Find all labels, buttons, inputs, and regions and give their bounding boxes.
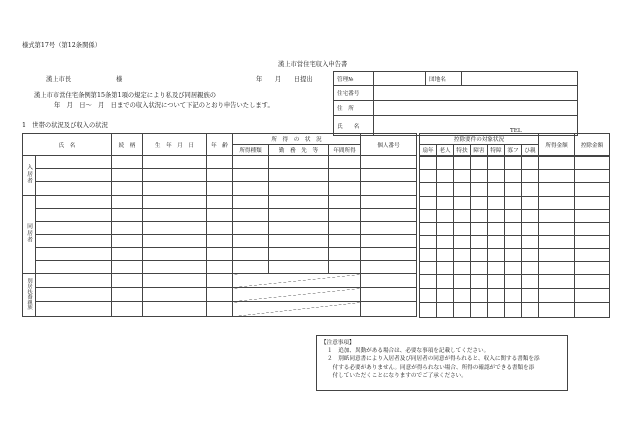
cell[interactable] xyxy=(488,183,505,197)
cell[interactable] xyxy=(522,249,539,262)
cell[interactable] xyxy=(329,261,361,274)
group-cohabitant xyxy=(23,196,36,274)
cell[interactable] xyxy=(471,289,488,303)
cell[interactable] xyxy=(361,182,417,196)
cell[interactable] xyxy=(454,275,471,289)
cell[interactable] xyxy=(329,209,361,222)
cell[interactable] xyxy=(207,209,233,222)
cell[interactable] xyxy=(437,236,454,249)
cell[interactable] xyxy=(454,223,471,236)
cell[interactable] xyxy=(112,235,143,248)
cell[interactable] xyxy=(233,169,269,182)
mgmt-no-field[interactable] xyxy=(374,72,426,86)
cell[interactable] xyxy=(420,157,437,170)
cell[interactable] xyxy=(269,209,329,222)
cell[interactable] xyxy=(361,302,417,317)
cell[interactable] xyxy=(505,170,522,183)
cell[interactable] xyxy=(112,302,143,317)
cell[interactable] xyxy=(143,196,207,209)
cell[interactable] xyxy=(539,289,575,303)
address-label: 住 所 xyxy=(334,101,374,116)
col-relation: 続 柄 xyxy=(112,134,143,156)
cell[interactable] xyxy=(522,262,539,275)
cell[interactable] xyxy=(361,209,417,222)
cell[interactable] xyxy=(143,235,207,248)
cell[interactable] xyxy=(488,157,505,170)
cell[interactable] xyxy=(112,261,143,274)
applicant-info-table xyxy=(333,71,578,136)
cell[interactable] xyxy=(112,288,143,302)
submission-date: 年 月 日提出 xyxy=(256,76,313,83)
cell[interactable] xyxy=(361,288,417,302)
cell[interactable] xyxy=(420,275,437,289)
cell[interactable] xyxy=(112,274,143,288)
cell[interactable] xyxy=(471,197,488,210)
col-personal-no: 個人番号 xyxy=(361,134,417,156)
deduction-col: 扇年 xyxy=(420,145,437,156)
struck-income-cell xyxy=(233,288,361,302)
cell[interactable] xyxy=(36,288,112,302)
cell[interactable] xyxy=(471,183,488,197)
cell[interactable] xyxy=(112,182,143,196)
document-title: 漢上市営住宅収入申告書 xyxy=(278,61,348,68)
cell[interactable] xyxy=(539,157,575,170)
cell[interactable] xyxy=(505,157,522,170)
group-separate xyxy=(23,274,36,317)
cell[interactable] xyxy=(454,236,471,249)
cell[interactable] xyxy=(488,170,505,183)
cell[interactable] xyxy=(36,261,112,274)
cell[interactable] xyxy=(143,156,207,169)
cell[interactable] xyxy=(471,223,488,236)
cell[interactable] xyxy=(454,183,471,197)
cell[interactable] xyxy=(143,222,207,235)
cell[interactable] xyxy=(505,289,522,303)
cell[interactable] xyxy=(575,289,610,303)
cell[interactable] xyxy=(112,209,143,222)
cell[interactable] xyxy=(575,157,610,170)
cell[interactable] xyxy=(420,262,437,275)
cell[interactable] xyxy=(233,261,269,274)
col-birth: 生 年 月 日 xyxy=(143,134,207,156)
cell[interactable] xyxy=(505,236,522,249)
cell[interactable] xyxy=(488,275,505,289)
complex-label: 団地名 xyxy=(426,72,462,86)
deduction-col: 寡フ xyxy=(505,145,522,156)
deduction-col: 特扶 xyxy=(454,145,471,156)
cell[interactable] xyxy=(420,289,437,303)
cell[interactable] xyxy=(471,236,488,249)
cell[interactable] xyxy=(361,222,417,235)
cell[interactable] xyxy=(269,222,329,235)
struck-income-cell xyxy=(233,274,361,288)
deduction-col: 特障 xyxy=(488,145,505,156)
deduction-col: ひ親 xyxy=(522,145,539,156)
cell[interactable] xyxy=(36,302,112,317)
cell[interactable] xyxy=(505,249,522,262)
cell[interactable] xyxy=(420,249,437,262)
deduction-grid xyxy=(419,156,610,318)
cell[interactable] xyxy=(112,222,143,235)
struck-income-cell xyxy=(233,302,361,317)
cell[interactable] xyxy=(575,170,610,183)
cell[interactable] xyxy=(36,156,112,169)
addressee: 漢上市長 xyxy=(46,76,72,83)
cell[interactable] xyxy=(437,289,454,303)
cell[interactable] xyxy=(233,196,269,209)
deduction-col: 老人 xyxy=(437,145,454,156)
cell[interactable] xyxy=(361,169,417,182)
cell[interactable] xyxy=(505,223,522,236)
cell[interactable] xyxy=(539,236,575,249)
cell[interactable] xyxy=(143,169,207,182)
cell[interactable] xyxy=(539,262,575,275)
group-tenant xyxy=(23,156,36,196)
cell[interactable] xyxy=(207,235,233,248)
cell[interactable] xyxy=(143,274,207,288)
cell[interactable] xyxy=(505,183,522,197)
cell[interactable] xyxy=(143,248,207,261)
cell[interactable] xyxy=(454,197,471,210)
cell[interactable] xyxy=(420,170,437,183)
cell[interactable] xyxy=(539,275,575,289)
cell[interactable] xyxy=(420,183,437,197)
cell[interactable] xyxy=(488,303,505,318)
cell[interactable] xyxy=(488,249,505,262)
cell[interactable] xyxy=(437,210,454,223)
cell[interactable] xyxy=(207,248,233,261)
cell[interactable] xyxy=(420,210,437,223)
cell[interactable] xyxy=(488,210,505,223)
cell[interactable] xyxy=(454,157,471,170)
cell[interactable] xyxy=(539,183,575,197)
notes-line: １ 追加、異動がある場合は、必要な事項を記載してください。 xyxy=(327,348,490,355)
cell[interactable] xyxy=(437,223,454,236)
cell[interactable] xyxy=(361,248,417,261)
cell[interactable] xyxy=(522,157,539,170)
cell[interactable] xyxy=(269,196,329,209)
cell[interactable] xyxy=(329,222,361,235)
cell[interactable] xyxy=(575,183,610,197)
cell[interactable] xyxy=(36,235,112,248)
cell[interactable] xyxy=(269,156,329,169)
cell[interactable] xyxy=(329,156,361,169)
deduction-header: 控除要件の対象状況 xyxy=(420,134,539,145)
cell[interactable] xyxy=(437,303,454,318)
cell[interactable] xyxy=(522,223,539,236)
cell[interactable] xyxy=(471,303,488,318)
col-income-status: 所 得 の 状 況 xyxy=(233,134,361,145)
cell[interactable] xyxy=(522,210,539,223)
cell[interactable] xyxy=(36,196,112,209)
cell[interactable] xyxy=(539,210,575,223)
cell[interactable] xyxy=(454,303,471,318)
cell[interactable] xyxy=(522,170,539,183)
cell[interactable] xyxy=(575,303,610,318)
col-annual-income: 年間所得 xyxy=(329,145,361,156)
col-income-amount: 所得金額 xyxy=(539,134,575,156)
cell[interactable] xyxy=(471,157,488,170)
cell[interactable] xyxy=(488,289,505,303)
notes-box xyxy=(316,335,568,391)
cell[interactable] xyxy=(361,156,417,169)
cell[interactable] xyxy=(269,261,329,274)
house-no-label: 住宅番号 xyxy=(334,86,374,101)
cell[interactable] xyxy=(522,197,539,210)
cell[interactable] xyxy=(207,222,233,235)
cell[interactable] xyxy=(488,197,505,210)
cell[interactable] xyxy=(112,196,143,209)
cell[interactable] xyxy=(36,248,112,261)
cell[interactable] xyxy=(488,236,505,249)
notes-heading: 【注意事項】 xyxy=(321,340,355,346)
cell[interactable] xyxy=(471,210,488,223)
cell[interactable] xyxy=(207,182,233,196)
cell[interactable] xyxy=(361,274,417,288)
cell[interactable] xyxy=(112,169,143,182)
cell[interactable] xyxy=(233,209,269,222)
cell[interactable] xyxy=(207,302,233,317)
tel-label: TEL xyxy=(510,128,522,134)
cell[interactable] xyxy=(539,197,575,210)
cell[interactable] xyxy=(575,223,610,236)
cell[interactable] xyxy=(361,261,417,274)
cell[interactable] xyxy=(233,222,269,235)
household-table xyxy=(22,133,417,317)
cell[interactable] xyxy=(269,182,329,196)
cell[interactable] xyxy=(143,302,207,317)
complex-field[interactable] xyxy=(462,72,578,86)
cell[interactable] xyxy=(505,275,522,289)
cell[interactable] xyxy=(329,235,361,248)
cell[interactable] xyxy=(420,236,437,249)
col-deduction-amount: 控除金額 xyxy=(575,134,610,156)
cell[interactable] xyxy=(36,209,112,222)
cell[interactable] xyxy=(575,249,610,262)
cell[interactable] xyxy=(522,275,539,289)
cell[interactable] xyxy=(454,289,471,303)
cell[interactable] xyxy=(143,288,207,302)
cell[interactable] xyxy=(522,289,539,303)
cell[interactable] xyxy=(112,156,143,169)
cell[interactable] xyxy=(471,275,488,289)
cell[interactable] xyxy=(454,249,471,262)
deduction-body xyxy=(419,156,610,324)
cell[interactable] xyxy=(505,262,522,275)
cell[interactable] xyxy=(437,262,454,275)
cell[interactable] xyxy=(329,196,361,209)
cell[interactable] xyxy=(488,223,505,236)
cell[interactable] xyxy=(207,288,233,302)
cell[interactable] xyxy=(522,236,539,249)
cell[interactable] xyxy=(437,197,454,210)
cell[interactable] xyxy=(143,182,207,196)
cell[interactable] xyxy=(36,169,112,182)
col-name: 氏 名 xyxy=(23,134,112,156)
cell[interactable] xyxy=(437,170,454,183)
cell[interactable] xyxy=(437,183,454,197)
notes-line: 付していただくことになりますのでご了承ください。 xyxy=(327,372,467,379)
cell[interactable] xyxy=(505,303,522,318)
cell[interactable] xyxy=(420,303,437,318)
cell[interactable] xyxy=(575,275,610,289)
cell[interactable] xyxy=(454,170,471,183)
cell[interactable] xyxy=(575,236,610,249)
cell[interactable] xyxy=(207,169,233,182)
cell[interactable] xyxy=(471,249,488,262)
cell[interactable] xyxy=(36,182,112,196)
cell[interactable] xyxy=(522,183,539,197)
cell[interactable] xyxy=(505,210,522,223)
cell[interactable] xyxy=(269,235,329,248)
cell[interactable] xyxy=(233,156,269,169)
notes-line: ２ 別紙同意書により入居者及び同居者の同意が得られると、収入に関する書類を添 xyxy=(327,356,540,363)
cell[interactable] xyxy=(143,209,207,222)
cell[interactable] xyxy=(471,170,488,183)
house-no-field[interactable] xyxy=(374,86,578,101)
cell[interactable] xyxy=(539,303,575,318)
cell[interactable] xyxy=(539,170,575,183)
cell[interactable] xyxy=(505,197,522,210)
notes-line: 付する必要がありません。同意が得られない場合、所得の確認ができる書類を添 xyxy=(327,364,535,371)
cell[interactable] xyxy=(420,223,437,236)
form-number: 様式第17号（第12条関係） xyxy=(22,42,101,49)
cell[interactable] xyxy=(437,275,454,289)
cell[interactable] xyxy=(361,235,417,248)
honorific: 様 xyxy=(116,76,123,83)
cell[interactable] xyxy=(471,262,488,275)
group-cohabitant-label: 同居者 xyxy=(25,223,32,244)
cell[interactable] xyxy=(207,274,233,288)
cell[interactable] xyxy=(143,261,207,274)
cell[interactable] xyxy=(112,248,143,261)
cell[interactable] xyxy=(36,222,112,235)
col-age: 年 齢 xyxy=(207,134,233,156)
mgmt-no-label: 管理№ xyxy=(334,72,374,86)
cell[interactable] xyxy=(454,210,471,223)
cell[interactable] xyxy=(539,249,575,262)
deduction-table xyxy=(419,133,610,156)
cell[interactable] xyxy=(454,262,471,275)
cell[interactable] xyxy=(269,169,329,182)
cell[interactable] xyxy=(575,197,610,210)
cell[interactable] xyxy=(233,235,269,248)
cell[interactable] xyxy=(233,182,269,196)
name-label: 氏 名 xyxy=(334,116,374,136)
cell[interactable] xyxy=(437,249,454,262)
cell[interactable] xyxy=(207,261,233,274)
cell[interactable] xyxy=(269,248,329,261)
cell[interactable] xyxy=(575,210,610,223)
cell[interactable] xyxy=(420,197,437,210)
cell[interactable] xyxy=(233,248,269,261)
cell[interactable] xyxy=(488,262,505,275)
cell[interactable] xyxy=(329,169,361,182)
cell[interactable] xyxy=(207,156,233,169)
section-heading: 1 世帯の状況及び収入の状況 xyxy=(22,122,108,129)
cell[interactable] xyxy=(437,157,454,170)
cell[interactable] xyxy=(329,248,361,261)
address-field[interactable] xyxy=(374,101,578,116)
cell[interactable] xyxy=(575,262,610,275)
intro-line-2: 年 月 日～ 月 日までの収入状況について下記のとおり申告いたします。 xyxy=(54,102,274,109)
group-separate-label: 別居扶養親族 xyxy=(26,278,32,310)
col-workplace: 勤 務 先 等 xyxy=(269,145,329,156)
intro-line-1: 漢上市市営住宅条例第15条第1項の規定により私及び同居親族の xyxy=(34,92,217,99)
col-income-type: 所得種類 xyxy=(233,145,269,156)
cell[interactable] xyxy=(329,182,361,196)
cell[interactable] xyxy=(522,303,539,318)
cell[interactable] xyxy=(207,196,233,209)
deduction-col: 障害 xyxy=(471,145,488,156)
group-tenant-label: 入居者 xyxy=(25,164,32,185)
cell[interactable] xyxy=(539,223,575,236)
cell[interactable] xyxy=(36,274,112,288)
cell[interactable] xyxy=(361,196,417,209)
